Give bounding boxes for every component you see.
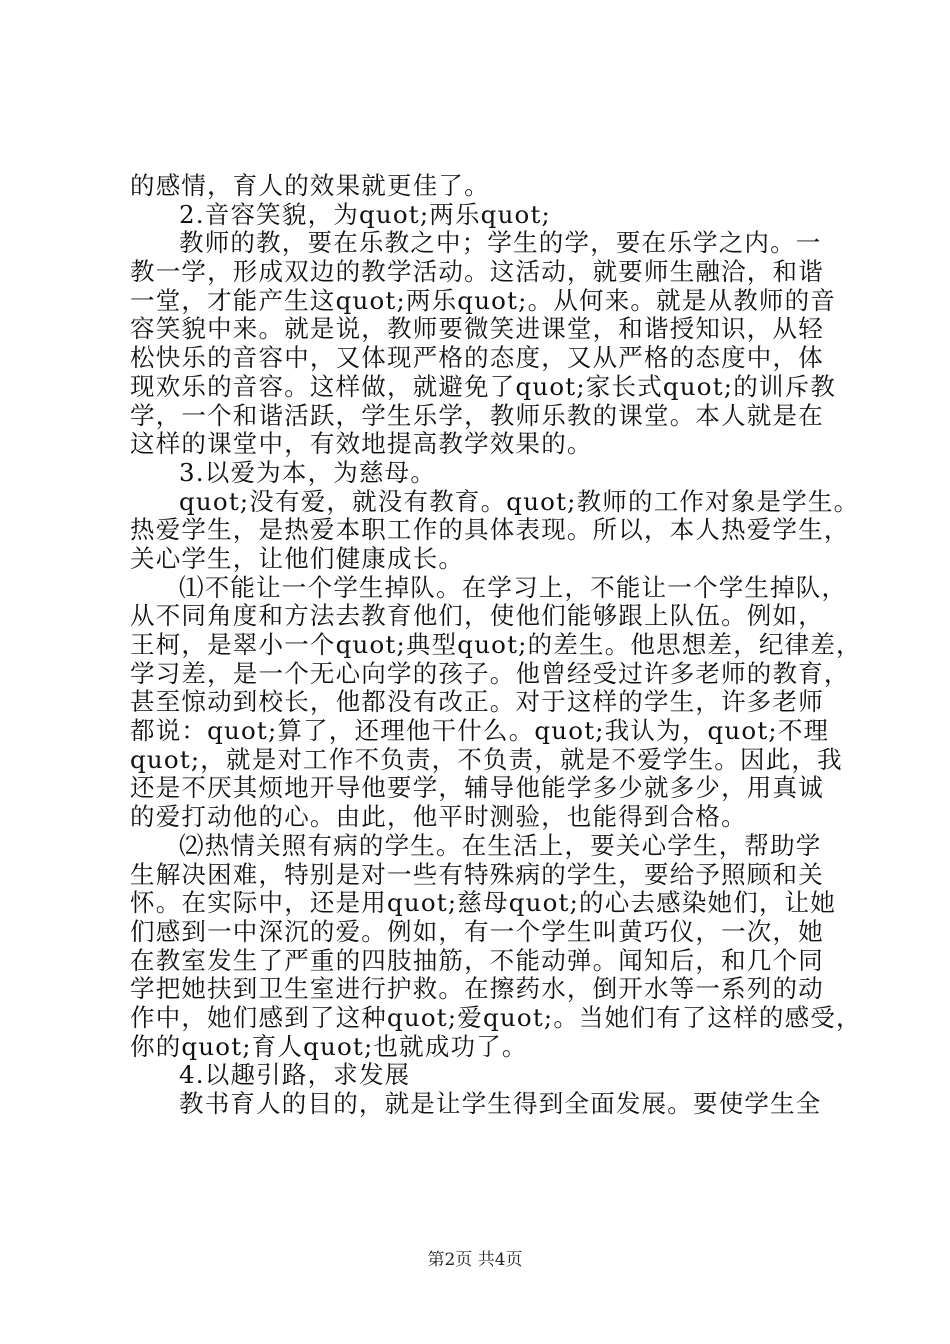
text-line: quot;没有爱，就没有教育。quot;教师的工作对象是学生。 [179, 486, 860, 516]
text-line: 容笑貌中来。就是说，教师要微笑进课堂，和谐授知识，从轻 [130, 314, 824, 344]
text-line: 你的quot;育人quot;也就成功了。 [130, 1031, 528, 1061]
text-line: 一堂，才能产生这quot;两乐quot;。从何来。就是从教师的音 [130, 285, 837, 315]
text-line: 学习差，是一个无心向学的孩子。他曾经受过许多老师的教育， [130, 658, 850, 688]
text-line: 4.以趣引路，求发展 [179, 1060, 411, 1090]
text-line: 的感情，育人的效果就更佳了。 [130, 171, 490, 200]
body-text [130, 171, 862, 1119]
text-line: 在教室发生了严重的四肢抽筋，不能动弹。闻知后，和几个同 [130, 945, 824, 975]
text-line: 2.音容笑貌，为quot;两乐quot; [179, 199, 551, 229]
text-line: 还是不厌其烦地开导他要学，辅导他能学多少就多少，用真诚 [130, 773, 824, 803]
text-line: 教书育人的目的，就是让学生得到全面发展。要使学生全 [179, 1089, 822, 1118]
text-line: 教师的教，要在乐教之中；学生的学，要在乐学之内。一 [179, 228, 822, 258]
text-line: 怀。在实际中，还是用quot;慈母quot;的心去感染她们，让她 [130, 888, 837, 918]
text-line: ⑴不能让一个学生掉队。在学习上，不能让一个学生掉队， [179, 572, 848, 602]
text-line: 作中，她们感到了这种quot;爱quot;。当她们有了这样的感受， [130, 1002, 862, 1032]
text-line: 学，一个和谐活跃，学生乐学，教师乐教的课堂。本人就是在 [130, 400, 824, 430]
text-line: 热爱学生，是热爱本职工作的具体表现。所以，本人热爱学生， [130, 515, 850, 545]
text-line: 学把她扶到卫生室进行护救。在擦药水，倒开水等一系列的动 [130, 974, 824, 1004]
text-line: 从不同角度和方法去教育他们，使他们能够跟上队伍。例如， [130, 601, 824, 631]
text-line: 王柯，是翠小一个quot;典型quot;的差生。他思想差，纪律差， [130, 630, 862, 659]
text-line: quot;，就是对工作不负责，不负责，就是不爱学生。因此，我 [130, 744, 843, 774]
page-footer: 第2页 共4页 [427, 1250, 523, 1270]
text-line: 3.以爱为本，为慈母。 [179, 457, 437, 487]
text-line: 们感到一中深沉的爱。例如，有一个学生叫黄巧仪，一次，她 [130, 916, 824, 946]
text-line: 的爱打动他的心。由此，他平时测验，也能得到合格。 [130, 802, 747, 832]
text-line: 都说：quot;算了，还理他干什么。quot;我认为，quot;不理 [130, 716, 830, 746]
text-line: 甚至惊动到校长，他都没有改正。对于这样的学生，许多老师 [130, 687, 824, 717]
text-line: 松快乐的音容中，又体现严格的态度，又从严格的态度中，体 [130, 343, 824, 373]
text-line: 生解决困难，特别是对一些有特殊病的学生，要给予照顾和关 [130, 859, 824, 889]
text-line: 现欢乐的音容。这样做，就避免了quot;家长式quot;的训斥教 [130, 371, 837, 401]
text-line: 关心学生，让他们健康成长。 [130, 543, 465, 573]
text-line: 教一学，形成双边的教学活动。这活动，就要师生融洽，和谐 [130, 257, 824, 287]
text-line: ⑵热情关照有病的学生。在生活上，要关心学生，帮助学 [179, 830, 822, 860]
text-line: 这样的课堂中，有效地提高教学效果的。 [130, 429, 593, 459]
